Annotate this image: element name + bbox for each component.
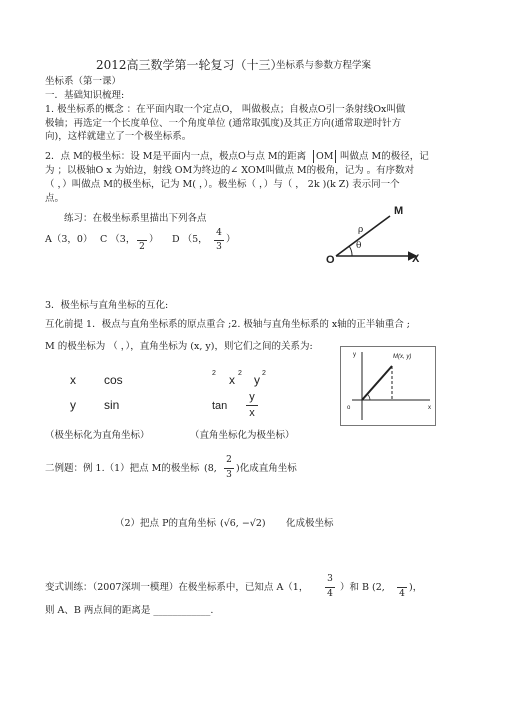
fig1-label-theta: θ	[356, 241, 362, 251]
fraction-den: 2	[139, 242, 145, 252]
point-c: C （3，	[100, 234, 136, 245]
formula-x2: x	[229, 373, 235, 387]
variant-line: 变式训练：（2007深圳一模理）在极坐标系中，已知点 A（1，	[45, 582, 309, 593]
formula-y: y	[70, 398, 76, 412]
fraction-bar	[224, 468, 234, 469]
abs-bar-left	[313, 150, 314, 163]
paragraph-line: 向)，这样就建立了一个极坐标系。	[45, 131, 192, 142]
formula-num: y	[249, 391, 255, 403]
paragraph-line: 极轴；再选定一个长度单位、一个角度单位 (通常取弧度)及其正方向(通常取逆时针方	[45, 118, 402, 129]
section-heading: 一．基础知识梳理:	[45, 90, 125, 101]
point-a: A（3，0）	[45, 234, 93, 245]
caption-left: （极坐标化为直角坐标）	[45, 430, 150, 441]
formula-cos: cos	[104, 373, 123, 387]
fraction-den: 3	[226, 470, 232, 480]
section-heading: 3．极坐标与直角坐标的互化:	[45, 300, 169, 311]
variant-question: 则 A、B 两点间的距离是 ____________.	[45, 605, 214, 616]
paragraph-line: 互化前提 1．极点与直角坐标系的原点重合 ;2. 极轴与直角坐标系的 x轴的正半轴重合 ;	[45, 319, 410, 330]
fraction-bar	[137, 240, 147, 241]
sup-2: 2	[262, 370, 266, 377]
fraction-den: 4	[399, 589, 405, 599]
formula-y2: y	[254, 373, 260, 387]
example-2-coord: (√6, −√2)	[220, 518, 266, 529]
practice-label: 练习：在极坐标系里描出下列各点	[64, 213, 207, 224]
fig1-label-m: M	[394, 205, 404, 217]
fraction-bar	[214, 240, 224, 241]
formula-x: x	[70, 373, 76, 387]
formula-sin: sin	[104, 398, 120, 412]
point-d-close: ）	[226, 234, 236, 245]
point-d: D （5，	[172, 234, 208, 245]
example-2-rest: 化成极坐标	[286, 518, 334, 529]
formula-den: x	[249, 407, 255, 419]
fig2-label-x: x	[428, 405, 431, 411]
paragraph-line: 1. 极坐标系的概念 ：在平面内取一个定点O， 叫做极点；自极点O引一条射线Ox叫做	[45, 104, 406, 115]
fraction-den: 3	[216, 242, 222, 252]
paragraph-line: 点。	[45, 193, 65, 204]
fraction-num: 4	[216, 228, 222, 238]
fig1-label-x: X	[412, 253, 420, 265]
fig2-label-o: o	[347, 405, 351, 411]
fig2-label-m: M(x, y)	[393, 354, 412, 360]
lesson-label: 坐标系（第一课）	[45, 76, 122, 87]
fraction-bar	[397, 587, 407, 588]
example-1-coord: (8,	[204, 463, 217, 474]
paragraph-line: 为 ；以极轴O x 为始边，射线 OM为终边的∠ XOM叫做点 M的极角，记为 。有序数对	[45, 165, 415, 176]
fig1-label-rho: ρ	[358, 225, 364, 235]
example-1-rest: )化成直角坐标	[236, 463, 297, 474]
abs-om: OM	[316, 151, 334, 162]
fraction-den: 4	[327, 589, 333, 599]
variant-mid: ）和 B (2,	[340, 582, 385, 593]
example-2: （2）把点 P的直角坐标	[115, 518, 216, 529]
sup-2: 2	[238, 370, 242, 377]
variant-post: )，	[409, 582, 423, 593]
paragraph-line: （ ，）叫做点 M的极坐标，记为 M( ，）。极坐标（ ，）与（ ， 2k )(k Z) 表示同一个	[45, 179, 400, 190]
sup-2: 2	[212, 370, 216, 377]
example-1: 二例题：例 1.（1）把点 M的极坐标	[45, 463, 200, 474]
formula-tan: tan	[212, 400, 228, 412]
fig1-label-o: O	[326, 254, 335, 266]
point-c-close: ）	[149, 234, 159, 245]
abs-bar-right	[335, 150, 336, 163]
fraction-bar	[246, 405, 258, 406]
paragraph-line: M 的极坐标为 （ ，），直角坐标为 (x, y)，则它们之间的关系为:	[45, 341, 313, 352]
fig2-label-y: y	[353, 352, 356, 358]
fraction-num: 2	[226, 455, 232, 465]
paragraph-line: 2．点 M的极坐标：设 M是平面内一点，极点O与点 M的距离	[45, 151, 307, 162]
fraction-num: 3	[327, 574, 333, 584]
paragraph-line: 叫做点 M的极径，记	[340, 151, 429, 162]
page-subtitle: 坐标系与参数方程学案	[276, 60, 372, 71]
fraction-bar	[325, 587, 335, 588]
caption-right: （直角坐标化为极坐标）	[190, 430, 295, 441]
page-title: 2012高三数学第一轮复习（十三）	[96, 58, 283, 72]
